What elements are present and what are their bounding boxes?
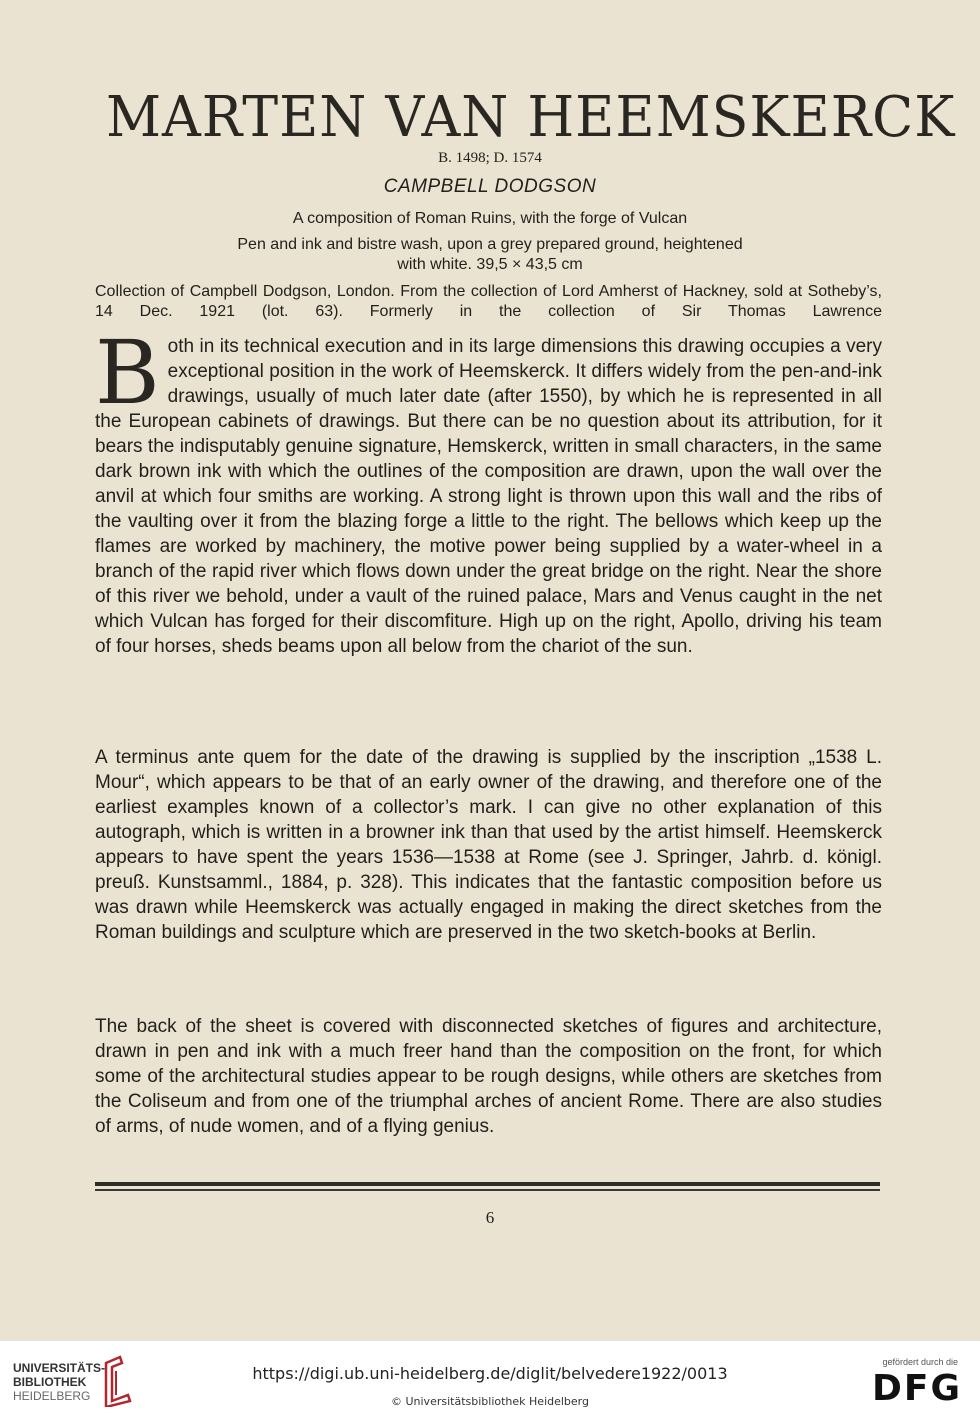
library-line3: HEIDELBERG [13,1389,91,1403]
page-title: MARTEN VAN HEEMSKERCK [106,85,956,150]
paragraph-3: The back of the sheet is covered with disconnected sketches of figures and architecture, drawn in pen and ink with a much freer hand than the composition on the front, for which some of the architectural studies appear to be rough designs, while others are sketches from the Coliseum and from one of the triumphal arches of ancient Rome. There are also studies of arms, of nude women, and of a flying genius. [95,1016,882,1137]
work-medium-line1: Pen and ink and bistre wash, upon a grey prepared ground, heightened [237,236,743,253]
paragraph-2: A terminus ante quem for the date of the drawing is supplied by the inscription „1538 L. Mour“, which appears to be that of an early owner of the drawing, and therefore one of the earliest examples known of a collector’s mark. I can give no other explanation of this autograph, which is written in a browner ink than that used by the artist himself. Heemskerck appears to have spent the years 1536—1538 at Rome (see J. Springer, Jahrb. d. königl. preuß. Kunstsamml., 1884, p. 328). This indicates that the fantastic composition before us was drawn while Heemskerck was actually engaged in making the direct sketches from the Roman buildings and sculpture which are preserved in the two sketch-books at Berlin. [95,747,882,943]
artist-dates: B. 1498; D. 1574 [438,150,542,166]
library-line2: BIBLIOTHEK [13,1375,87,1389]
divider-rule-thick [95,1182,880,1186]
copyright-notice: © Universitätsbibliothek Heidelberg [390,1395,589,1408]
paragraph-1-text: oth in its technical execution and in its large dimensions this drawing occupies a very exceptional position in the work of Heemskerck. It differs widely from the pen-and-ink drawings, usually of much later date (after 1550), by which he is represented in all the European cabinets of drawings. But there can be no question about its attribution, for it bears the indisputably genuine signature, Hemskerck, written in small characters, in the same dark brown ink with which the outlines of the composition are drawn, upon the wall over the anvil at which four smiths are working. A strong light is thrown upon this wall and the ribs of the vaulting over it from the blazing forge a little to the right. The bellows which keep up the flames are worked by machinery, the motive power being supplied by a water-wheel in a branch of the rapid river which flows down under the great bridge on the right. Near the shore of this river we behold, under a vault of the ruined palace, Mars and Venus caught in the net which Vulcan has forged for their discomfiture. High up on the right, Apollo, driving his team of four horses, sheds beams upon all below from the chariot of the sun. [95,336,882,657]
page-number: 6 [485,1208,495,1227]
work-medium-line2: with white. 39,5 × 43,5 cm [397,256,583,273]
dfg-logo[interactable]: DFG [871,1368,962,1409]
citation-url[interactable]: https://digi.ub.uni-heidelberg.de/diglit/belvedere1922/0013 [252,1364,728,1383]
paragraph-1 [95,321,882,659]
library-line1: UNIVERSITÄTS- [13,1361,106,1375]
author-name: CAMPBELL DODGSON [383,176,597,197]
viewer-footer [0,1340,980,1419]
collection-note: Collection of Campbell Dodgson, London. From the collection of Lord Amherst of Hackney, sold at Sotheby’s, 14 Dec. 1921 (lot. 63). Formerly in the collection of Sir Thomas Lawrence [95,283,882,320]
drop-cap: B [95,321,160,424]
work-description: A composition of Roman Ruins, with the forge of Vulcan [292,210,688,227]
divider-rule-thin [95,1189,880,1191]
funded-by-label: gefördert durch die [882,1357,958,1367]
